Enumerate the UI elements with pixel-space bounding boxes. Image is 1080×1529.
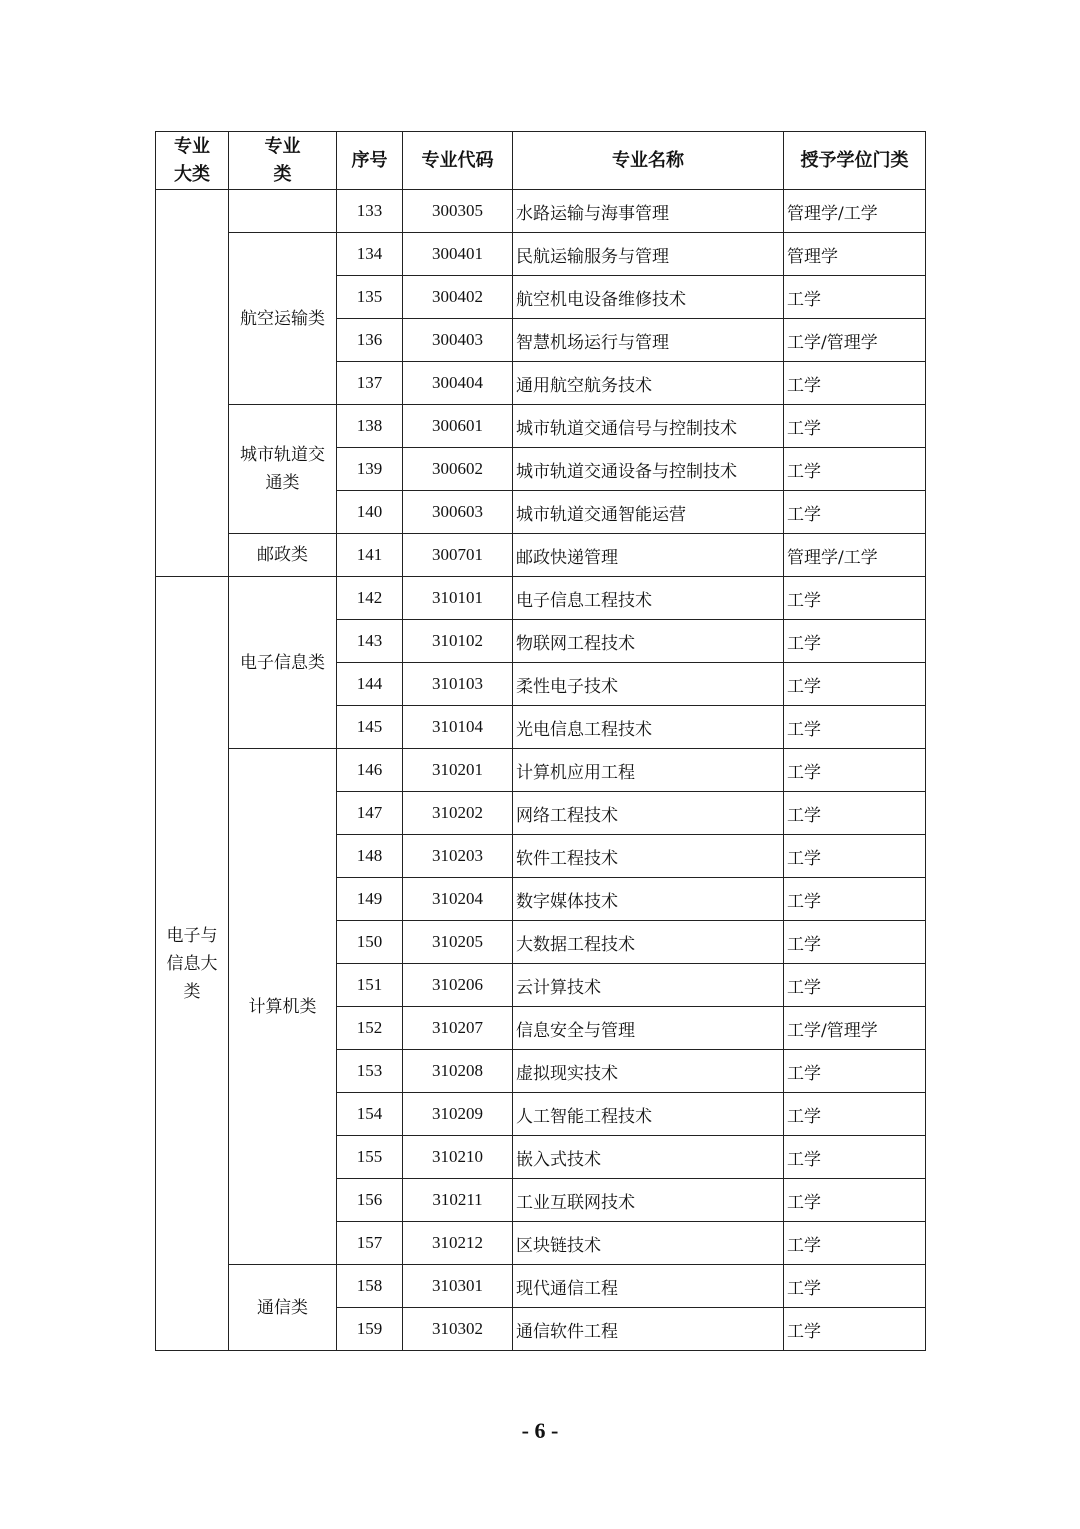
degree-cell: 工学 xyxy=(784,1093,926,1136)
code-cell: 310102 xyxy=(403,620,513,663)
code-cell: 300601 xyxy=(403,405,513,448)
seq-cell: 157 xyxy=(337,1222,403,1265)
table-header-row xyxy=(156,132,926,190)
degree-cell: 工学 xyxy=(784,1308,926,1351)
category-cell: 邮政类 xyxy=(229,534,337,577)
code-cell: 310203 xyxy=(403,835,513,878)
name-cell: 智慧机场运行与管理 xyxy=(513,319,784,362)
degree-cell: 工学 xyxy=(784,921,926,964)
degree-cell: 管理学/工学 xyxy=(784,190,926,233)
degree-cell: 工学 xyxy=(784,964,926,1007)
name-cell: 现代通信工程 xyxy=(513,1265,784,1308)
category-cell: 计算机类 xyxy=(229,749,337,1265)
name-cell: 柔性电子技术 xyxy=(513,663,784,706)
name-cell: 虚拟现实技术 xyxy=(513,1050,784,1093)
degree-cell: 工学 xyxy=(784,448,926,491)
degree-cell: 管理学 xyxy=(784,233,926,276)
name-cell: 大数据工程技术 xyxy=(513,921,784,964)
code-cell: 300402 xyxy=(403,276,513,319)
code-cell: 310103 xyxy=(403,663,513,706)
degree-cell: 工学 xyxy=(784,491,926,534)
name-cell: 光电信息工程技术 xyxy=(513,706,784,749)
seq-cell: 142 xyxy=(337,577,403,620)
code-cell: 310209 xyxy=(403,1093,513,1136)
code-cell: 310202 xyxy=(403,792,513,835)
name-cell: 工业互联网技术 xyxy=(513,1179,784,1222)
seq-cell: 153 xyxy=(337,1050,403,1093)
category-cell: 通信类 xyxy=(229,1265,337,1351)
code-cell: 300603 xyxy=(403,491,513,534)
degree-cell: 工学/管理学 xyxy=(784,1007,926,1050)
table-row xyxy=(156,577,926,620)
degree-cell: 工学 xyxy=(784,620,926,663)
degree-cell: 工学 xyxy=(784,1136,926,1179)
category-cell xyxy=(229,190,337,233)
code-cell: 310201 xyxy=(403,749,513,792)
code-cell: 300602 xyxy=(403,448,513,491)
seq-cell: 138 xyxy=(337,405,403,448)
table-row xyxy=(156,233,926,276)
table-row xyxy=(156,190,926,233)
seq-cell: 152 xyxy=(337,1007,403,1050)
seq-cell: 156 xyxy=(337,1179,403,1222)
name-cell: 城市轨道交通信号与控制技术 xyxy=(513,405,784,448)
seq-cell: 135 xyxy=(337,276,403,319)
name-cell: 通信软件工程 xyxy=(513,1308,784,1351)
degree-cell: 工学/管理学 xyxy=(784,319,926,362)
name-cell: 网络工程技术 xyxy=(513,792,784,835)
name-cell: 邮政快递管理 xyxy=(513,534,784,577)
code-cell: 310211 xyxy=(403,1179,513,1222)
code-cell: 310204 xyxy=(403,878,513,921)
code-cell: 300404 xyxy=(403,362,513,405)
degree-cell: 工学 xyxy=(784,1265,926,1308)
code-cell: 300401 xyxy=(403,233,513,276)
degree-cell: 工学 xyxy=(784,405,926,448)
seq-cell: 144 xyxy=(337,663,403,706)
name-cell: 计算机应用工程 xyxy=(513,749,784,792)
header-degree: 授予学位门类 xyxy=(784,132,926,190)
degree-cell: 工学 xyxy=(784,1050,926,1093)
code-cell: 310207 xyxy=(403,1007,513,1050)
degree-cell: 工学 xyxy=(784,706,926,749)
name-cell: 水路运输与海事管理 xyxy=(513,190,784,233)
seq-cell: 137 xyxy=(337,362,403,405)
degree-cell: 工学 xyxy=(784,577,926,620)
table-row xyxy=(156,534,926,577)
code-cell: 310212 xyxy=(403,1222,513,1265)
name-cell: 嵌入式技术 xyxy=(513,1136,784,1179)
degree-cell: 管理学/工学 xyxy=(784,534,926,577)
seq-cell: 151 xyxy=(337,964,403,1007)
category-cell: 城市轨道交 通类 xyxy=(229,405,337,534)
seq-cell: 136 xyxy=(337,319,403,362)
code-cell: 310301 xyxy=(403,1265,513,1308)
seq-cell: 133 xyxy=(337,190,403,233)
seq-cell: 146 xyxy=(337,749,403,792)
major-category-cell xyxy=(156,190,229,577)
degree-cell: 工学 xyxy=(784,276,926,319)
degree-cell: 工学 xyxy=(784,749,926,792)
degree-cell: 工学 xyxy=(784,362,926,405)
name-cell: 云计算技术 xyxy=(513,964,784,1007)
degree-cell: 工学 xyxy=(784,663,926,706)
seq-cell: 159 xyxy=(337,1308,403,1351)
name-cell: 电子信息工程技术 xyxy=(513,577,784,620)
seq-cell: 155 xyxy=(337,1136,403,1179)
seq-cell: 150 xyxy=(337,921,403,964)
seq-cell: 143 xyxy=(337,620,403,663)
degree-cell: 工学 xyxy=(784,1222,926,1265)
seq-cell: 139 xyxy=(337,448,403,491)
code-cell: 310205 xyxy=(403,921,513,964)
category-cell: 航空运输类 xyxy=(229,233,337,405)
seq-cell: 145 xyxy=(337,706,403,749)
code-cell: 310206 xyxy=(403,964,513,1007)
code-cell: 310210 xyxy=(403,1136,513,1179)
degree-cell: 工学 xyxy=(784,1179,926,1222)
name-cell: 物联网工程技术 xyxy=(513,620,784,663)
header-major-category: 专业 大类 xyxy=(156,132,229,190)
table-row xyxy=(156,749,926,792)
header-code: 专业代码 xyxy=(403,132,513,190)
header-category: 专业 类 xyxy=(229,132,337,190)
table-row xyxy=(156,405,926,448)
name-cell: 信息安全与管理 xyxy=(513,1007,784,1050)
name-cell: 数字媒体技术 xyxy=(513,878,784,921)
code-cell: 300403 xyxy=(403,319,513,362)
code-cell: 310208 xyxy=(403,1050,513,1093)
table-row xyxy=(156,1265,926,1308)
name-cell: 民航运输服务与管理 xyxy=(513,233,784,276)
degree-cell: 工学 xyxy=(784,835,926,878)
code-cell: 310104 xyxy=(403,706,513,749)
seq-cell: 154 xyxy=(337,1093,403,1136)
category-cell: 电子信息类 xyxy=(229,577,337,749)
code-cell: 310101 xyxy=(403,577,513,620)
seq-cell: 148 xyxy=(337,835,403,878)
code-cell: 300305 xyxy=(403,190,513,233)
header-name: 专业名称 xyxy=(513,132,784,190)
seq-cell: 158 xyxy=(337,1265,403,1308)
seq-cell: 147 xyxy=(337,792,403,835)
name-cell: 城市轨道交通设备与控制技术 xyxy=(513,448,784,491)
degree-cell: 工学 xyxy=(784,878,926,921)
code-cell: 310302 xyxy=(403,1308,513,1351)
seq-cell: 134 xyxy=(337,233,403,276)
seq-cell: 149 xyxy=(337,878,403,921)
name-cell: 航空机电设备维修技术 xyxy=(513,276,784,319)
name-cell: 软件工程技术 xyxy=(513,835,784,878)
header-seq: 序号 xyxy=(337,132,403,190)
name-cell: 人工智能工程技术 xyxy=(513,1093,784,1136)
name-cell: 通用航空航务技术 xyxy=(513,362,784,405)
degree-cell: 工学 xyxy=(784,792,926,835)
name-cell: 城市轨道交通智能运营 xyxy=(513,491,784,534)
seq-cell: 141 xyxy=(337,534,403,577)
code-cell: 300701 xyxy=(403,534,513,577)
page-number: - 6 - xyxy=(521,1418,559,1443)
seq-cell: 140 xyxy=(337,491,403,534)
name-cell: 区块链技术 xyxy=(513,1222,784,1265)
majors-table xyxy=(155,131,926,1351)
major-category-cell: 电子与 信息大 类 xyxy=(156,577,229,1351)
